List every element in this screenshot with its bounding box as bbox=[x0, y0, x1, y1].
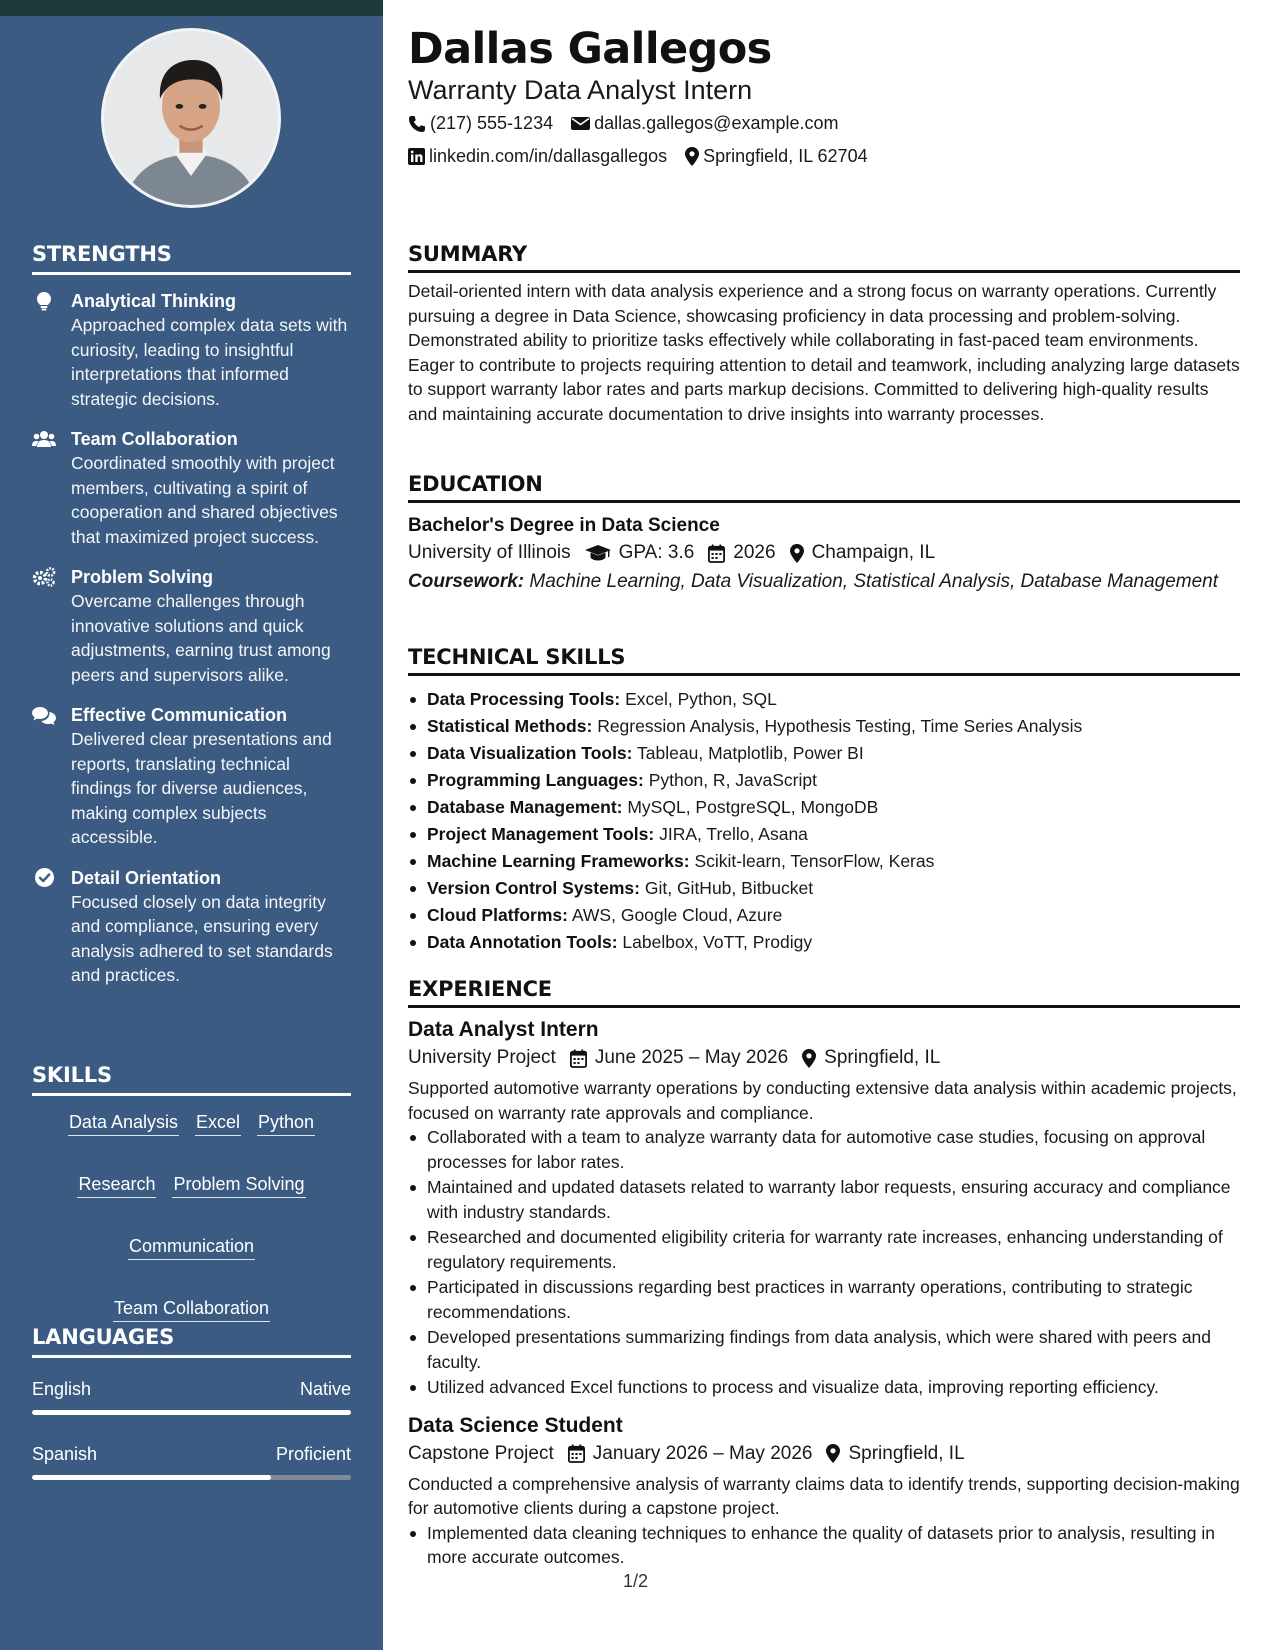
language-item bbox=[32, 1378, 351, 1415]
phone-number: (217) 555-1234 bbox=[430, 113, 554, 133]
gears-icon bbox=[32, 567, 56, 587]
calendar-icon bbox=[568, 1444, 585, 1463]
strength-title: Analytical Thinking bbox=[71, 291, 237, 311]
language-proficiency-fill bbox=[32, 1475, 271, 1480]
job-meta bbox=[408, 1044, 1240, 1072]
location-contact bbox=[685, 146, 867, 167]
email-contact[interactable] bbox=[571, 113, 838, 134]
list-item: Version Control Systems: Git, GitHub, Bitbucket bbox=[408, 875, 1240, 902]
language-level: Proficient bbox=[275, 1444, 351, 1464]
strength-title: Detail Orientation bbox=[71, 867, 222, 888]
list-item: Data Annotation Tools: Labelbox, VoTT, Prodigy bbox=[408, 929, 1240, 956]
phone-contact[interactable] bbox=[408, 113, 553, 134]
sidebar bbox=[0, 0, 383, 1650]
list-item: Database Management: MySQL, PostgreSQL, MongoDB bbox=[408, 794, 1240, 821]
candidate-name: Dallas Gallegos bbox=[408, 24, 772, 74]
coursework bbox=[408, 569, 1240, 594]
graduation-cap-icon bbox=[585, 545, 611, 562]
job-dates: June 2025 – May 2026 bbox=[594, 1047, 789, 1068]
strength-description: Approached complex data sets with curiosity, leading to insightful interpretations that informed strategic decisions. bbox=[71, 315, 348, 409]
education-section bbox=[408, 472, 1240, 594]
experience-section bbox=[408, 977, 1240, 1571]
education-meta bbox=[408, 539, 1240, 567]
skill-chip: Data Analysis bbox=[68, 1110, 179, 1136]
map-pin-icon bbox=[826, 1444, 840, 1463]
strength-description: Focused closely on data integrity and compliance, ensuring every analysis adhered to set standards and practices. bbox=[71, 891, 333, 985]
avatar bbox=[101, 28, 281, 208]
contact-row bbox=[408, 113, 857, 134]
technical-skills-list bbox=[408, 686, 1240, 956]
strength-description: Coordinated smoothly with project members, cultivating a spirit of cooperation and shared objectives that maximized project success. bbox=[71, 453, 338, 547]
skill-chips bbox=[32, 1110, 351, 1322]
check-circle-icon bbox=[32, 868, 56, 888]
strength-description: Delivered clear presentations and reports, translating technical findings for diverse audiences, making complex subjects accessible. bbox=[71, 729, 332, 847]
language-name: Spanish bbox=[32, 1444, 98, 1464]
strength-title: Effective Communication bbox=[71, 705, 288, 725]
skill-chip: Communication bbox=[128, 1234, 255, 1260]
strength-item bbox=[32, 703, 351, 850]
summary-section bbox=[408, 242, 1240, 426]
degree-title: Bachelor's Degree in Data Science bbox=[408, 515, 720, 536]
strength-item bbox=[32, 427, 351, 549]
linkedin-url: linkedin.com/in/dallasgallegos bbox=[429, 146, 668, 166]
list-item: Participated in discussions regarding best practices in warranty operations, contributing to strategic recommendations. bbox=[408, 1275, 1240, 1324]
phone-icon bbox=[408, 115, 426, 133]
location-text: Springfield, IL 62704 bbox=[703, 146, 868, 166]
language-proficiency-bar bbox=[32, 1410, 351, 1415]
list-item: Programming Languages: Python, R, JavaScript bbox=[408, 767, 1240, 794]
contact-row bbox=[408, 146, 886, 167]
map-pin-icon bbox=[802, 1049, 816, 1068]
list-item: Developed presentations summarizing findings from data analysis, which were shared with peers and faculty. bbox=[408, 1325, 1240, 1374]
strengths-section bbox=[32, 242, 351, 988]
experience-heading: EXPERIENCE bbox=[408, 977, 1240, 1008]
comments-icon bbox=[32, 705, 56, 725]
job-bullets bbox=[408, 1521, 1240, 1570]
coursework-label: Coursework: bbox=[408, 571, 525, 592]
job-dates: January 2026 – May 2026 bbox=[592, 1442, 813, 1464]
list-item: Data Processing Tools: Excel, Python, SQL bbox=[408, 686, 1240, 713]
list-item: Cloud Platforms: AWS, Google Cloud, Azure bbox=[408, 902, 1240, 929]
list-item: Researched and documented eligibility criteria for warranty rate increases, enhancing understanding of regulatory requirements. bbox=[408, 1225, 1240, 1274]
school-location: Champaign, IL bbox=[811, 542, 936, 563]
calendar-icon bbox=[708, 544, 725, 563]
graduation-year: 2026 bbox=[733, 542, 776, 563]
job-organization: Capstone Project bbox=[408, 1442, 554, 1464]
sidebar-top-band bbox=[0, 0, 383, 16]
language-level: Native bbox=[299, 1379, 351, 1399]
page-number: 1/2 bbox=[623, 1571, 649, 1591]
languages-section bbox=[32, 1325, 351, 1480]
language-name: English bbox=[32, 1379, 92, 1399]
skill-chip: Problem Solving bbox=[172, 1172, 305, 1198]
language-item bbox=[32, 1443, 351, 1480]
list-item: Project Management Tools: JIRA, Trello, Asana bbox=[408, 821, 1240, 848]
summary-text: Detail-oriented intern with data analysis experience and a strong focus on warranty operations. Currently pursuing a degree in Data Science, showcasing proficiency in data processing and problem-solving. Demonstrated ability to prioritize tasks effectively while collaborating in fast-paced team environments. Eager to contribute to projects requiring attention to detail and teamwork, including analyzing large datasets to support warranty labor rates and parts markup decisions. Committed to delivering high-quality results and maintaining accurate documentation to drive insights into warranty processes. bbox=[408, 281, 1240, 424]
list-item: Utilized advanced Excel functions to process and visualize data, improving reporting efficiency. bbox=[408, 1375, 1240, 1400]
skills-heading: SKILLS bbox=[32, 1063, 351, 1096]
strengths-heading: STRENGTHS bbox=[32, 242, 351, 275]
job-meta bbox=[408, 1440, 1240, 1468]
email-address: dallas.gallegos@example.com bbox=[594, 113, 839, 133]
map-pin-icon bbox=[790, 544, 804, 563]
list-item: Maintained and updated datasets related to warranty labor requests, ensuring accuracy and compliance with industry standards. bbox=[408, 1175, 1240, 1224]
languages-heading: LANGUAGES bbox=[32, 1325, 351, 1358]
lightbulb-icon bbox=[32, 291, 56, 311]
gpa: GPA: 3.6 bbox=[618, 542, 695, 563]
linkedin-icon bbox=[408, 148, 425, 165]
linkedin-contact[interactable] bbox=[408, 146, 667, 167]
list-item: Implemented data cleaning techniques to enhance the quality of datasets prior to analysis, resulting in more accurate outcomes. bbox=[408, 1521, 1240, 1570]
avatar-photo bbox=[104, 31, 278, 205]
skill-chip: Team Collaboration bbox=[113, 1296, 270, 1322]
job-description: Conducted a comprehensive analysis of warranty claims data to identify trends, supporting decision-making for automotive clients during a capstone project. bbox=[408, 1473, 1240, 1518]
school-name: University of Illinois bbox=[408, 542, 571, 563]
list-item: Statistical Methods: Regression Analysis, Hypothesis Testing, Time Series Analysis bbox=[408, 713, 1240, 740]
language-proficiency-fill bbox=[32, 1410, 351, 1415]
strength-title: Problem Solving bbox=[71, 567, 214, 587]
strength-title: Team Collaboration bbox=[71, 429, 238, 449]
job-title: Warranty Data Analyst Intern bbox=[408, 75, 753, 105]
users-icon bbox=[32, 429, 56, 449]
technical-skills-heading: TECHNICAL SKILLS bbox=[408, 645, 1240, 676]
education-heading: EDUCATION bbox=[408, 472, 1240, 503]
skill-chip: Excel bbox=[195, 1110, 241, 1136]
job-bullets bbox=[408, 1125, 1240, 1400]
job-description: Supported automotive warranty operations by conducting extensive data analysis within academic projects, focused on warranty rate approvals and compliance. bbox=[408, 1078, 1237, 1123]
calendar-icon bbox=[570, 1049, 587, 1068]
job-role: Data Science Student bbox=[408, 1413, 623, 1437]
technical-skills-section bbox=[408, 645, 1240, 956]
summary-heading: SUMMARY bbox=[408, 242, 1240, 273]
skills-section bbox=[32, 1063, 351, 1322]
job-organization: University Project bbox=[408, 1047, 556, 1068]
language-proficiency-bar bbox=[32, 1475, 351, 1480]
list-item: Data Visualization Tools: Tableau, Matplotlib, Power BI bbox=[408, 740, 1240, 767]
job-location: Springfield, IL bbox=[848, 1442, 965, 1464]
map-pin-icon bbox=[685, 147, 699, 166]
skill-chip: Python bbox=[257, 1110, 315, 1136]
skill-chip: Research bbox=[77, 1172, 156, 1198]
strength-description: Overcame challenges through innovative solutions and quick adjustments, earning trust among peers and supervisors alike. bbox=[71, 591, 331, 685]
strength-item bbox=[32, 866, 351, 988]
list-item: Machine Learning Frameworks: Scikit-learn, TensorFlow, Keras bbox=[408, 848, 1240, 875]
coursework-list: Machine Learning, Data Visualization, Statistical Analysis, Database Management bbox=[529, 571, 1219, 592]
strength-item bbox=[32, 289, 351, 411]
envelope-icon bbox=[571, 116, 590, 131]
strength-item bbox=[32, 565, 351, 687]
job-role: Data Analyst Intern bbox=[408, 1018, 599, 1041]
list-item: Collaborated with a team to analyze warranty data for automotive case studies, focusing on approval processes for labor rates. bbox=[408, 1125, 1240, 1174]
job-location: Springfield, IL bbox=[824, 1047, 941, 1068]
